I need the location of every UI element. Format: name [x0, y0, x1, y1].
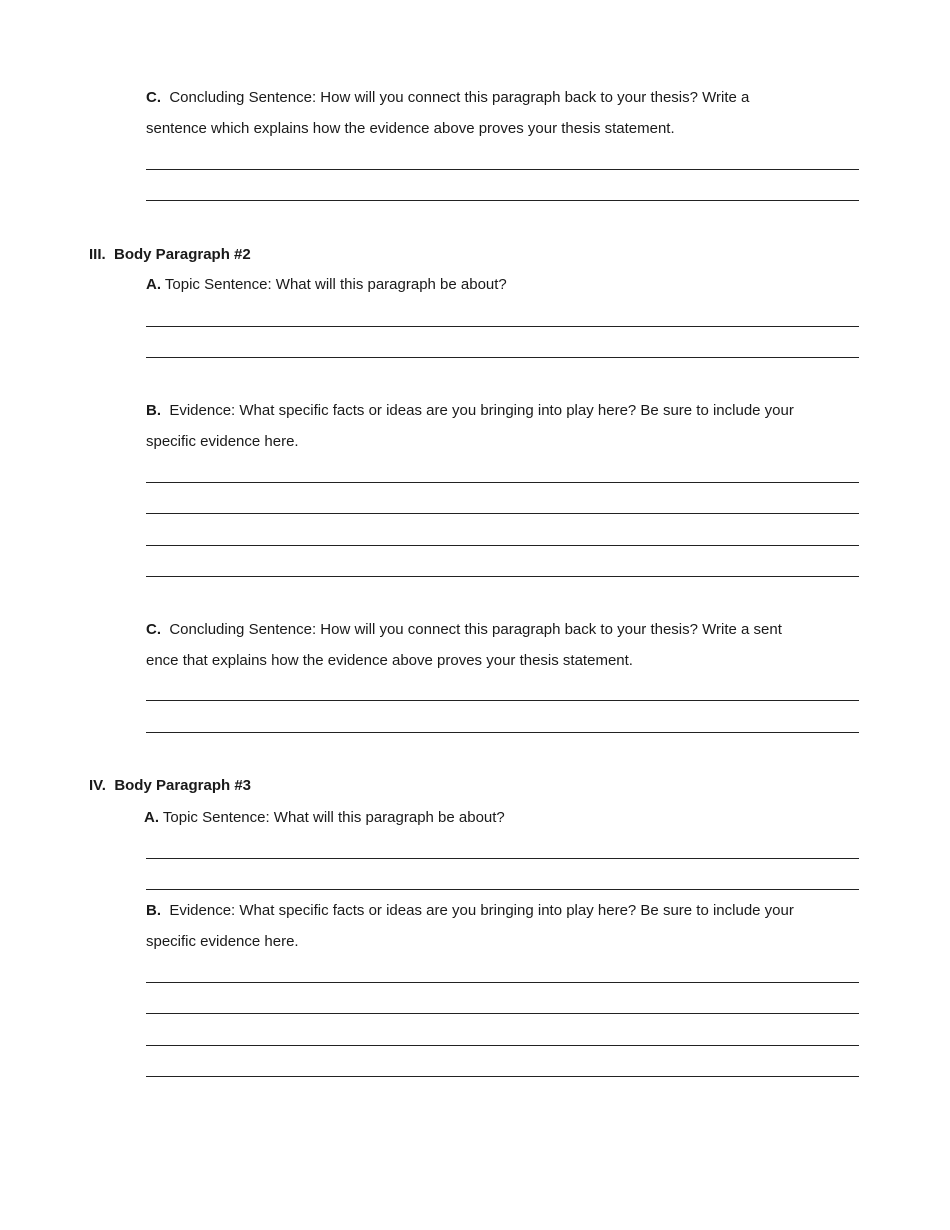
- writing-line[interactable]: [146, 513, 859, 514]
- section4-b-text-line1: Evidence: What specific facts or ideas are you bringing into play here? Be sure to include your: [169, 902, 794, 919]
- section4-a-text: Topic Sentence: What will this paragraph be about?: [162, 809, 505, 826]
- section3-numeral: III.: [89, 246, 106, 263]
- writing-line[interactable]: [146, 982, 859, 983]
- section3-b-text-line2: specific evidence here.: [146, 433, 299, 450]
- writing-line[interactable]: [146, 1045, 859, 1046]
- writing-line[interactable]: [146, 200, 859, 201]
- section4-a-letter: A.: [144, 809, 159, 826]
- writing-line[interactable]: [146, 1013, 859, 1014]
- section3-b: [146, 402, 794, 420]
- writing-line[interactable]: [146, 482, 859, 483]
- section3-a-letter: A.: [146, 276, 161, 293]
- section4-b-text-line2: specific evidence here.: [146, 933, 299, 950]
- section3-a-text: Topic Sentence: What will this paragraph be about?: [164, 276, 507, 293]
- section4-heading: [89, 777, 251, 795]
- writing-line[interactable]: [146, 357, 859, 358]
- part2-c-text-line1: Concluding Sentence: How will you connect this paragraph back to your thesis? Write a: [169, 89, 750, 106]
- section3-title: Body Paragraph #2: [114, 246, 251, 263]
- section3-c-letter: C.: [146, 621, 161, 638]
- section4-b: [146, 902, 794, 920]
- writing-line[interactable]: [146, 732, 859, 733]
- section4-title: Body Paragraph #3: [114, 777, 252, 794]
- section3-c: [146, 621, 782, 639]
- section3-b-letter: B.: [146, 402, 161, 419]
- section4-a: [144, 809, 505, 827]
- section3-b-text-line1: Evidence: What specific facts or ideas are you bringing into play here? Be sure to include your: [169, 402, 794, 419]
- writing-line[interactable]: [146, 326, 859, 327]
- writing-line[interactable]: [146, 169, 859, 170]
- part2-c-letter: C.: [146, 89, 161, 106]
- section3-heading: [89, 246, 251, 264]
- writing-line[interactable]: [146, 1076, 859, 1077]
- section4-b-letter: B.: [146, 902, 161, 919]
- writing-line[interactable]: [146, 700, 859, 701]
- section3-c-text-line1: Concluding Sentence: How will you connect this paragraph back to your thesis? Write a sent: [169, 621, 782, 638]
- section3-a: [146, 276, 507, 294]
- part2-c-text-line2: sentence which explains how the evidence above proves your thesis statement.: [146, 120, 675, 137]
- writing-line[interactable]: [146, 545, 859, 546]
- writing-line[interactable]: [146, 858, 859, 859]
- section3-c-text-line2: ence that explains how the evidence above proves your thesis statement.: [146, 652, 633, 669]
- writing-line[interactable]: [146, 889, 859, 890]
- writing-line[interactable]: [146, 576, 859, 577]
- part2-c-line1: [146, 89, 749, 107]
- section4-numeral: IV.: [89, 777, 106, 794]
